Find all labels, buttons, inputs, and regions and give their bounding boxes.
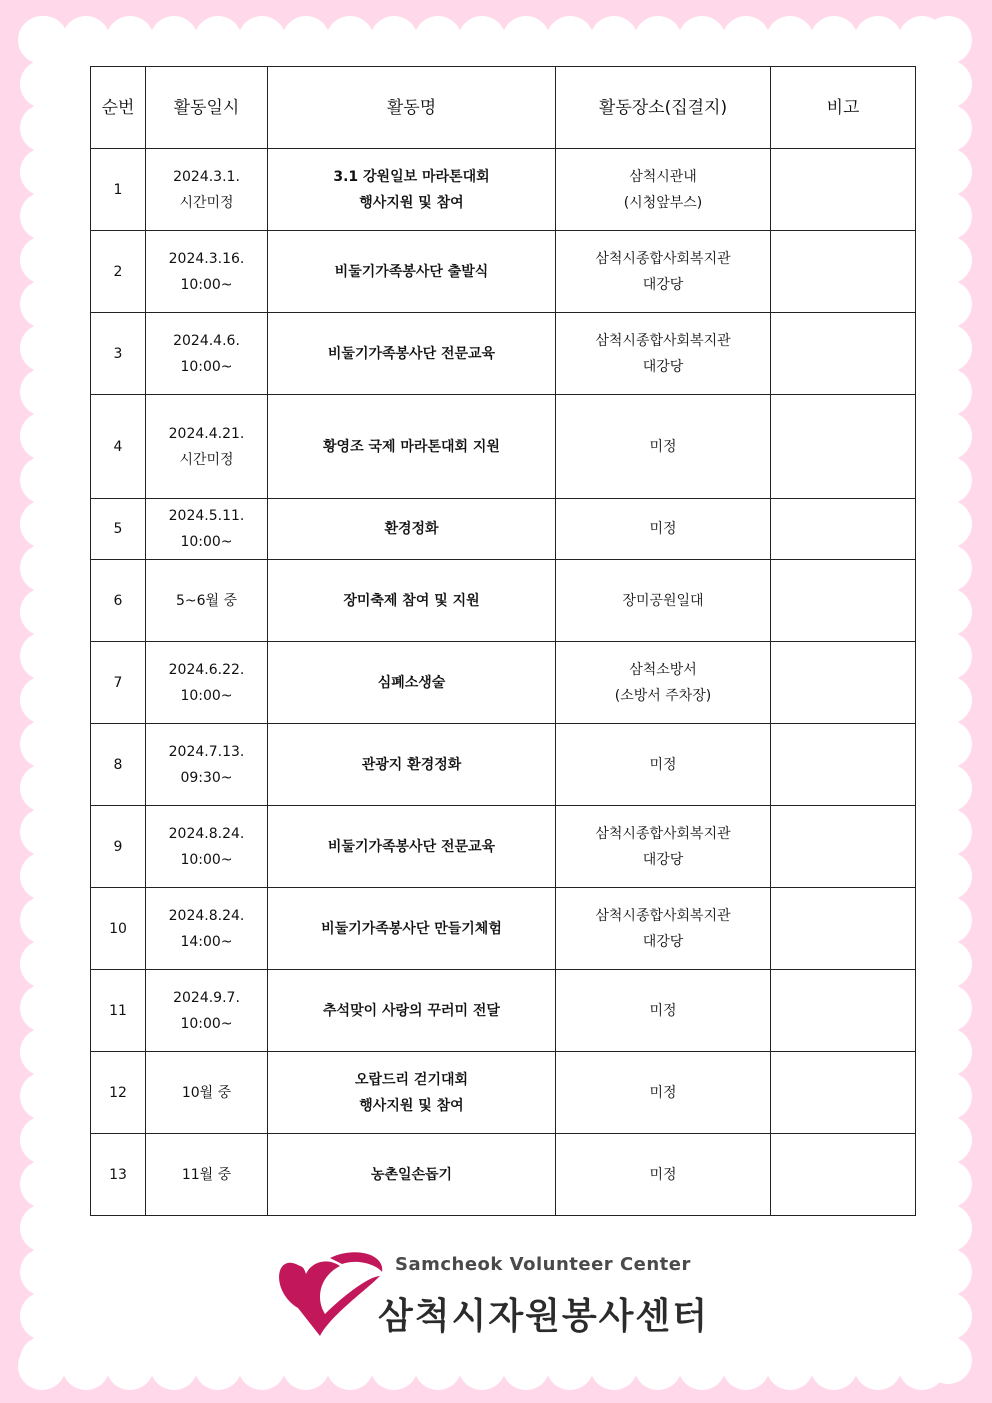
table-row [91, 806, 916, 888]
cell-activity-name: 추석맞이 사랑의 꾸러미 전달 [268, 970, 556, 1052]
table-row [91, 313, 916, 395]
cell-note [771, 888, 916, 970]
cell-date: 11월 중 [146, 1134, 268, 1216]
cell-activity-name: 오랍드리 걷기대회 행사지원 및 참여 [268, 1052, 556, 1134]
cell-place: 삼척시관내 (시청앞부스) [556, 149, 771, 231]
cell-date: 2024.4.21. 시간미정 [146, 395, 268, 499]
cell-number: 2 [91, 231, 146, 313]
cell-place: 미정 [556, 1052, 771, 1134]
table-row [91, 149, 916, 231]
table-row [91, 1052, 916, 1134]
cell-note [771, 313, 916, 395]
logo-english-text: Samcheok Volunteer Center [395, 1254, 691, 1275]
cell-activity-name: 장미축제 참여 및 지원 [268, 560, 556, 642]
cell-date: 2024.4.6. 10:00~ [146, 313, 268, 395]
cell-number: 1 [91, 149, 146, 231]
cell-date: 5~6월 중 [146, 560, 268, 642]
cell-note [771, 499, 916, 560]
table-row [91, 395, 916, 499]
cell-date: 2024.8.24. 14:00~ [146, 888, 268, 970]
cell-note [771, 642, 916, 724]
cell-activity-name: 심폐소생술 [268, 642, 556, 724]
cell-place: 삼척소방서 (소방서 주차장) [556, 642, 771, 724]
cell-place: 삼척시종합사회복지관 대강당 [556, 313, 771, 395]
cell-activity-name: 비둘기가족봉사단 전문교육 [268, 313, 556, 395]
cell-date: 2024.7.13. 09:30~ [146, 724, 268, 806]
header-place: 활동장소(집결지) [556, 67, 771, 149]
cell-place: 삼척시종합사회복지관 대강당 [556, 806, 771, 888]
logo-korean-text: 삼척시자원봉사센터 [378, 1296, 709, 1337]
cell-number: 8 [91, 724, 146, 806]
cell-place: 미정 [556, 395, 771, 499]
cell-activity-name: 비둘기가족봉사단 전문교육 [268, 806, 556, 888]
cell-number: 4 [91, 395, 146, 499]
table-row [91, 1134, 916, 1216]
table-row [91, 970, 916, 1052]
cell-activity-name: 황영조 국제 마라톤대회 지원 [268, 395, 556, 499]
cell-number: 13 [91, 1134, 146, 1216]
cell-activity-name: 환경정화 [268, 499, 556, 560]
cell-activity-name: 농촌일손돕기 [268, 1134, 556, 1216]
header-date: 활동일시 [146, 67, 268, 149]
table-row [91, 231, 916, 313]
table-row [91, 560, 916, 642]
table-row [91, 499, 916, 560]
cell-date: 2024.6.22. 10:00~ [146, 642, 268, 724]
cell-number: 7 [91, 642, 146, 724]
cell-place: 미정 [556, 499, 771, 560]
cell-note [771, 1052, 916, 1134]
cell-date: 2024.8.24. 10:00~ [146, 806, 268, 888]
cell-activity-name: 3.1 강원일보 마라톤대회 행사지원 및 참여 [268, 149, 556, 231]
cell-date: 2024.3.1. 시간미정 [146, 149, 268, 231]
cell-number: 11 [91, 970, 146, 1052]
cell-activity-name: 비둘기가족봉사단 출발식 [268, 231, 556, 313]
cell-number: 3 [91, 313, 146, 395]
cell-note [771, 1134, 916, 1216]
header-number: 순번 [91, 67, 146, 149]
table-row [91, 642, 916, 724]
cell-note [771, 395, 916, 499]
cell-note [771, 724, 916, 806]
cell-note [771, 970, 916, 1052]
activity-schedule-table [90, 66, 916, 1216]
cell-place: 삼척시종합사회복지관 대강당 [556, 231, 771, 313]
header-note: 비고 [771, 67, 916, 149]
cell-number: 10 [91, 888, 146, 970]
table-row [91, 724, 916, 806]
cell-note [771, 231, 916, 313]
cell-date: 10월 중 [146, 1052, 268, 1134]
header-activity-name: 활동명 [268, 67, 556, 149]
cell-place: 삼척시종합사회복지관 대강당 [556, 888, 771, 970]
cell-activity-name: 관광지 환경정화 [268, 724, 556, 806]
cell-date: 2024.3.16. 10:00~ [146, 231, 268, 313]
cell-number: 6 [91, 560, 146, 642]
cell-note [771, 806, 916, 888]
cell-number: 9 [91, 806, 146, 888]
table-row [91, 888, 916, 970]
cell-number: 5 [91, 499, 146, 560]
cell-number: 12 [91, 1052, 146, 1134]
cell-date: 2024.5.11. 10:00~ [146, 499, 268, 560]
table-header-row [91, 67, 916, 149]
cell-place: 장미공원일대 [556, 560, 771, 642]
cell-date: 2024.9.7. 10:00~ [146, 970, 268, 1052]
cell-place: 미정 [556, 1134, 771, 1216]
cell-place: 미정 [556, 970, 771, 1052]
cell-note [771, 149, 916, 231]
cell-place: 미정 [556, 724, 771, 806]
cell-activity-name: 비둘기가족봉사단 만들기체험 [268, 888, 556, 970]
cell-note [771, 560, 916, 642]
volunteer-center-logo [270, 1246, 710, 1346]
